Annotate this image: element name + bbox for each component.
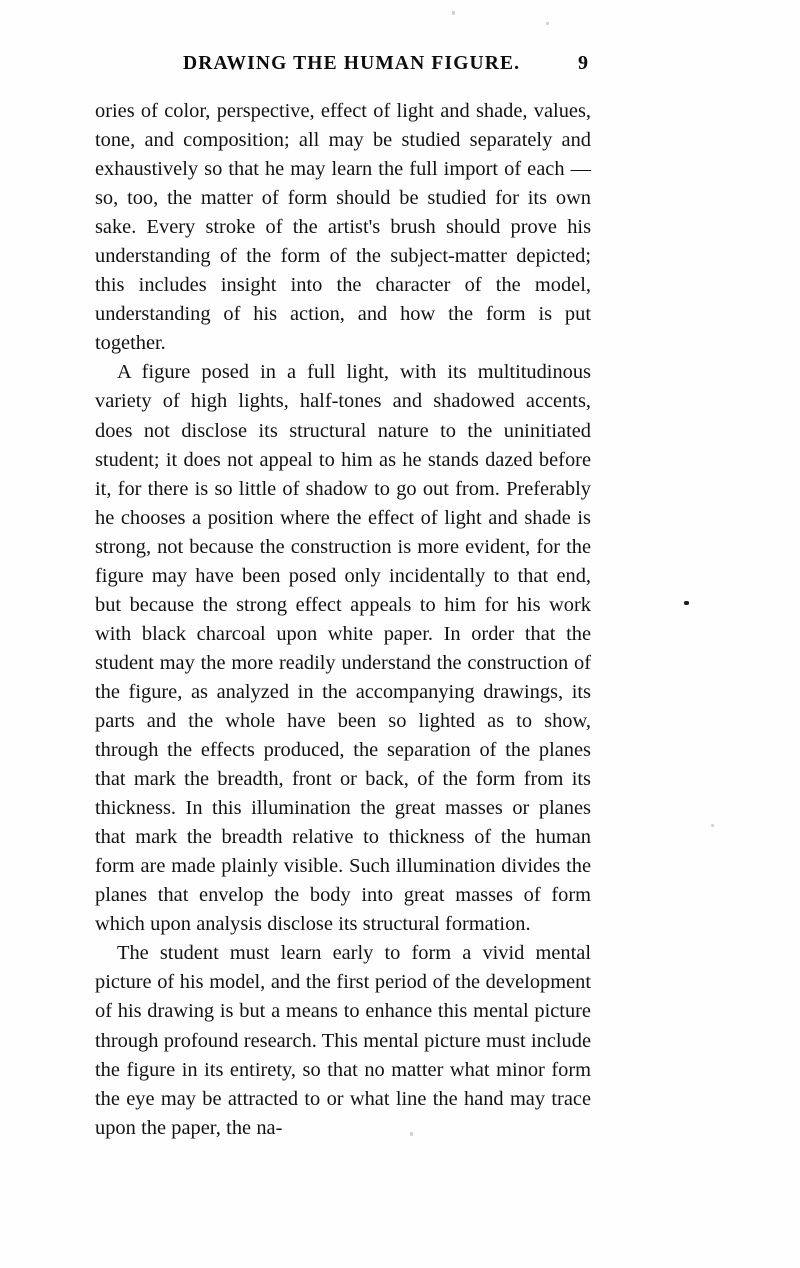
scan-speck: [711, 824, 714, 827]
scan-speck: [452, 11, 455, 15]
paragraph: ories of color, perspective, effect of light and shade, values, tone, and composition; all may be studied separately and exhaustively so that he may learn the full import of each — so, too, the matter of form should be studied for its own sake. Every stroke of the artist's brush should prove his understanding of the form of the subject-matter depicted; this includes insight into the character of the model, understanding of his action, and how the form is put together.: [95, 100, 591, 355]
page-number: 9: [578, 52, 588, 74]
scan-speck: [546, 22, 549, 25]
paragraph: A figure posed in a full light, with its multitudinous variety of high lights, half-tones and shadowed accents, does not disclose its structural nature to the uninitiated student; it does not appeal to him as he stands dazed before it, for there is so little of shadow to go out from. Preferably he chooses a position where the effect of light and shade is strong, not because the construction is more evident, for the figure may have been posed only incidentally to that end, but because the strong effect appeals to him for his work with black charcoal upon white paper. In order that the student may the more readily understand the construction of the figure, as analyzed in the accompanying drawings, its parts and the whole have been so lighted as to show, through the effects produced, the separation of the planes that mark the breadth, front or back, of the form from its thickness. In this illumination the great masses or planes that mark the breadth relative to thickness of the human form are made plainly visible. Such illumination divides the planes that envelop the body into great masses of form which upon analysis disclose its structural formation.: [95, 361, 591, 936]
body-text-block: [95, 97, 591, 1143]
scan-speck: [684, 601, 689, 605]
paragraph: The student must learn early to form a vivid mental picture of his model, and the first period of the development of his drawing is but a means to enhance this mental picture through profound research. This mental picture must include the figure in its entirety, so that no matter what minor form the eye may be attracted to or what line the hand may trace upon the paper, the na-: [95, 942, 591, 1139]
page-title: DRAWING THE HUMAN FIGURE.: [183, 53, 521, 74]
running-head: [95, 52, 590, 78]
